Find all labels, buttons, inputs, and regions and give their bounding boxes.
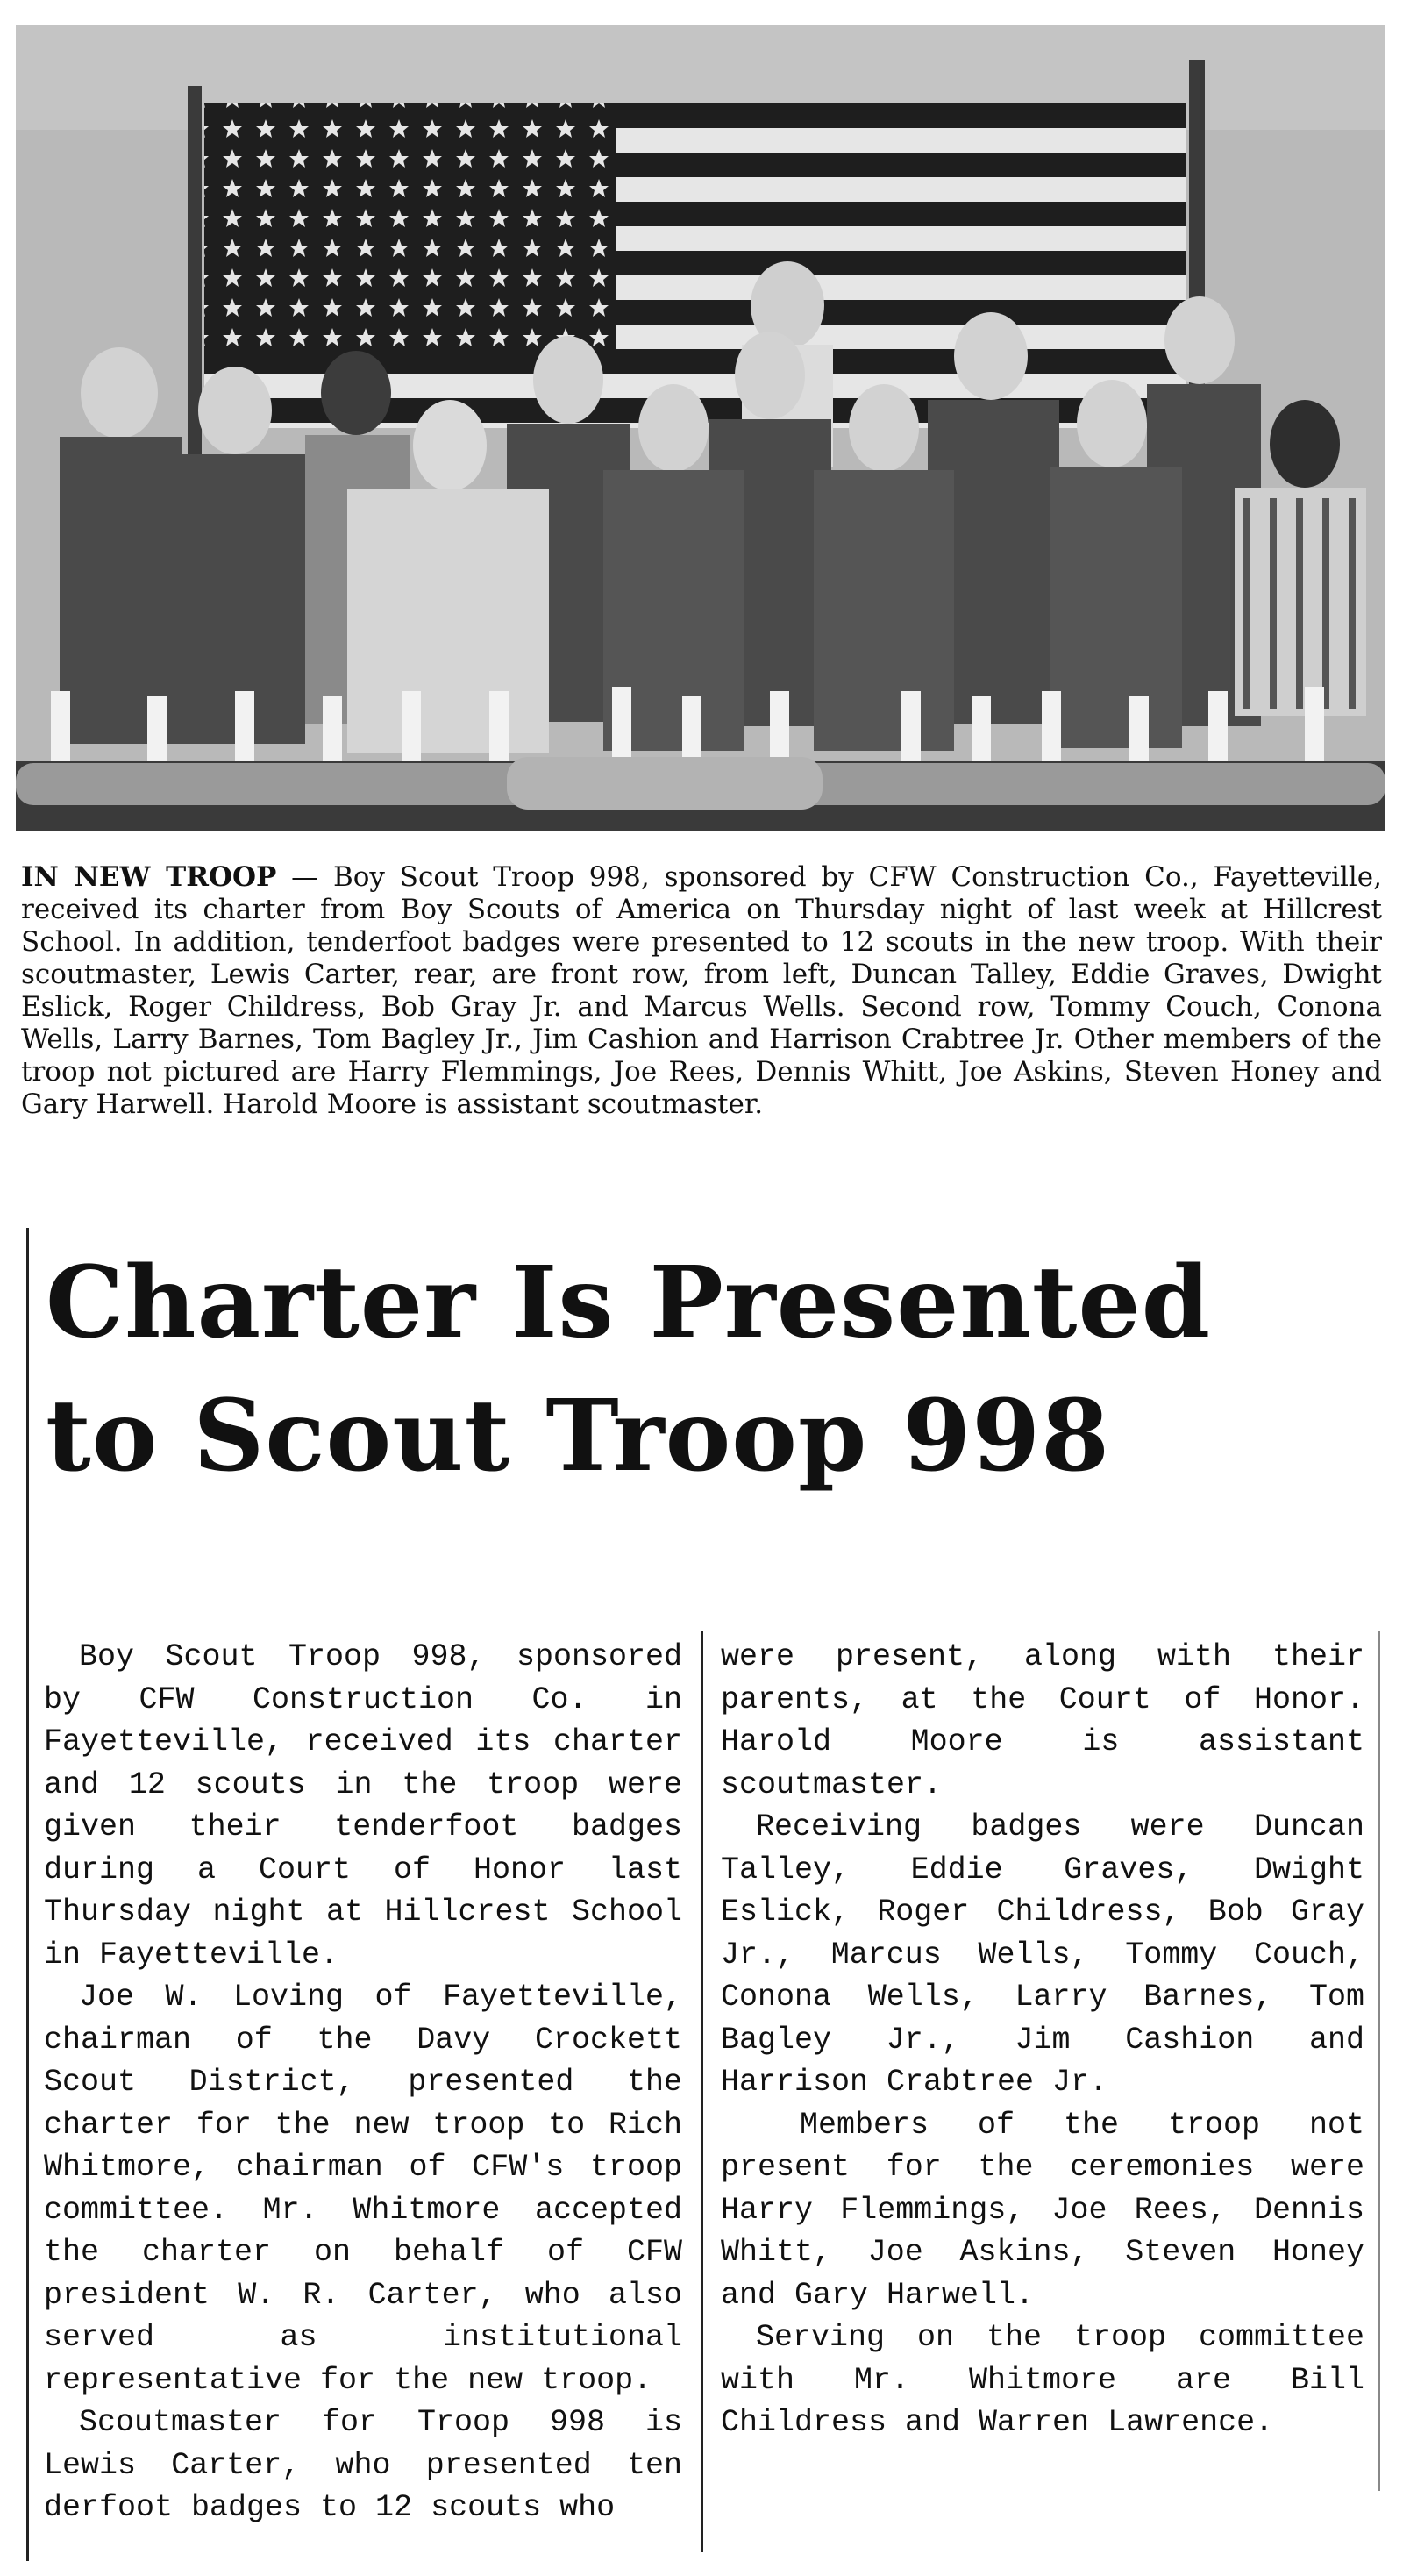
caption-kicker: IN NEW TROOP	[21, 861, 277, 893]
column-divider	[702, 1631, 703, 2552]
photo-caption	[21, 861, 1382, 1121]
article-column-2	[721, 1636, 1364, 2444]
article-left-rule	[26, 1228, 29, 2561]
headline-line-2: to Scout Troop 998	[46, 1379, 1111, 1494]
news-photo	[16, 25, 1385, 831]
star-field	[204, 103, 616, 358]
paragraph: Scoutmaster for Troop 998 is Lewis Carter, who presented ten derfoot badges to 12 scouts who	[44, 2405, 682, 2525]
paragraph: Members of the troop not present for the ceremonies were Harry Flemmings, Joe Rees, Dennis Whitt, Joe Askins, Steven Honey and Gary Harwell.	[721, 2107, 1364, 2313]
article-right-rule	[1378, 1631, 1380, 2491]
photo-illustration	[16, 25, 1385, 831]
headline-line-1: Charter Is Presented	[46, 1245, 1212, 1360]
paragraph: Joe W. Loving of Fayetteville, chairman of the Davy Crockett Scout District, presented the charter for the new troop to Rich Whitmore, chairman of CFW's troop committee. Mr. Whitmore accepted the charter on behalf of CFW president W. R. Carter, who also served as institutional representative for the new troop.	[44, 1980, 682, 2398]
headline	[46, 1237, 1378, 1503]
caption-text: — Boy Scout Troop 998, sponsored by CFW Construction Co., Fayetteville, received its charter from Boy Scouts of America on Thursday night of last week at Hillcrest School. In addition, tenderfoot badges were presented to 12 scouts in the new troop. With their scoutmaster, Lewis Carter, rear, are front row, from left, Duncan Talley, Eddie Graves, Dwight Eslick, Roger Childress, Bob Gray Jr. and Marcus Wells. Second row, Tommy Couch, Conona Wells, Larry Barnes, Tom Bagley Jr., Jim Cashion and Harrison Crabtree Jr. Other members of the troop not pictured are Harry Flemmings, Joe Rees, Dennis Whitt, Joe Askins, Steven Honey and Gary Harwell. Harold Moore is assistant scoutmaster.	[21, 861, 1382, 1120]
paragraph: were present, along with their parents, at the Court of Honor. Harold Moore is assistant scoutmaster.	[721, 1639, 1364, 1802]
paragraph: Serving on the troop committee with Mr. Whitmore are Bill Childress and Warren Lawrence.	[721, 2320, 1364, 2440]
paragraph: Boy Scout Troop 998, sponsored by CFW Construction Co. in Fayetteville, received its charter and 12 scouts in the troop were given their tenderfoot badges during a Court of Honor last Thursday night at Hillcrest School in Fayetteville.	[44, 1639, 682, 1973]
log	[16, 757, 1385, 831]
paragraph: Receiving badges were Duncan Talley, Eddie Graves, Dwight Eslick, Roger Childress, Bob Gray Jr., Marcus Wells, Tommy Couch, Conona Wells, Larry Barnes, Tom Bagley Jr., Jim Cashion and Harrison Crabtree Jr.	[721, 1809, 1364, 2100]
article-column-1	[44, 1636, 682, 2530]
